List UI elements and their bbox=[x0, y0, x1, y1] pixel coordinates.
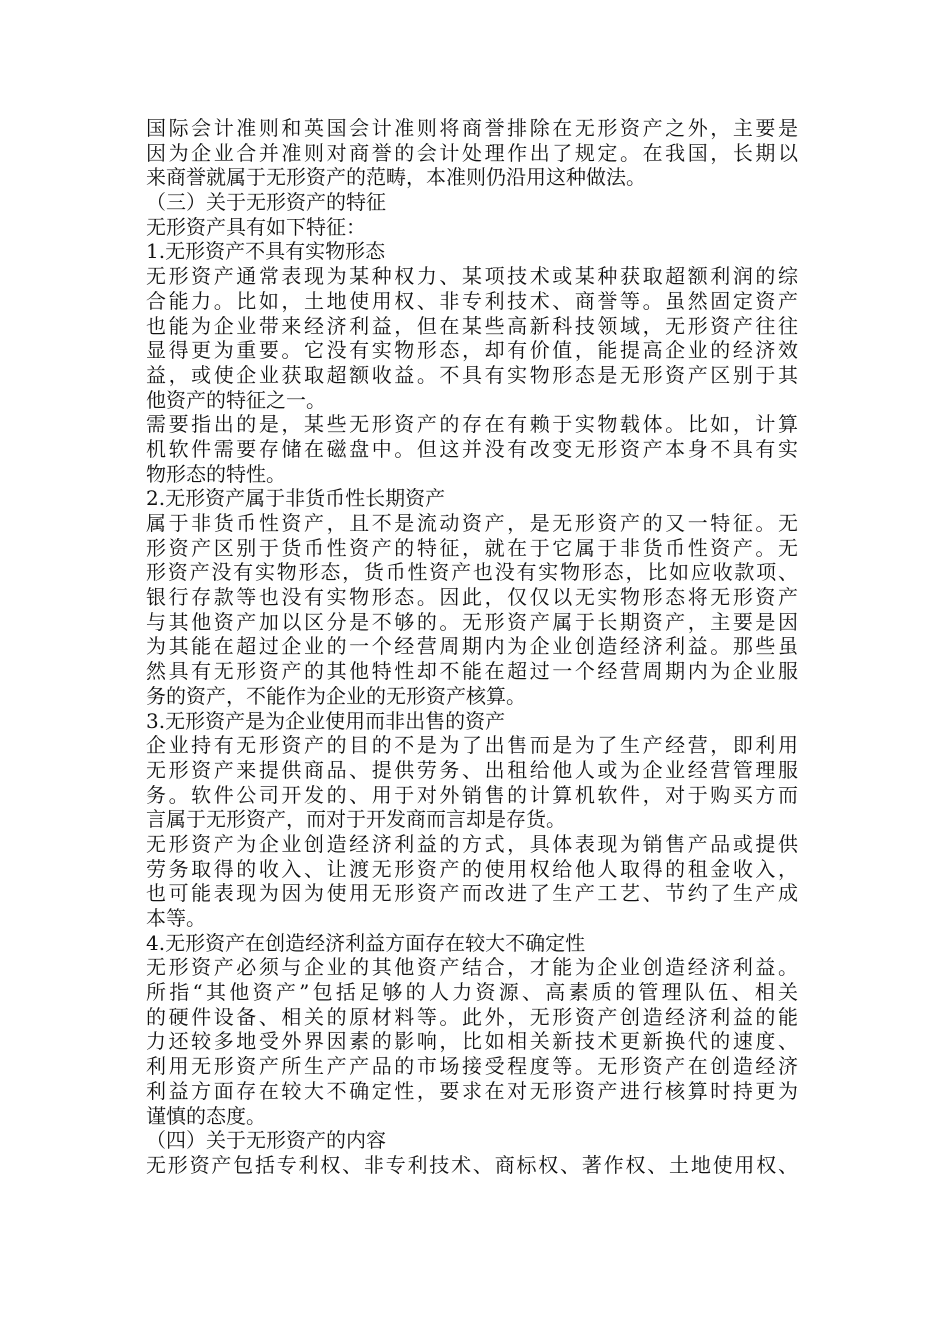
subsection-heading: 3.无形资产是为企业使用而非出售的资产 bbox=[146, 708, 506, 733]
text-line: 显得更为重要。它没有实物形态，却有价值，能提高企业的经济效 bbox=[146, 338, 798, 363]
text-line: 劳务取得的收入、让渡无形资产的使用权给他人取得的租金收入， bbox=[146, 856, 798, 881]
section-heading: （三）关于无形资产的特征 bbox=[146, 190, 386, 215]
text-line: 无形资产必须与企业的其他资产结合，才能为企业创造经济利益。 bbox=[146, 955, 798, 980]
text-line: 然具有无形资产的其他特性却不能在超过一个经营周期内为企业服 bbox=[146, 659, 798, 684]
text-line: 属于非货币性资产，且不是流动资产，是无形资产的又一特征。无 bbox=[146, 511, 798, 535]
text-line: 利益方面存在较大不确定性，要求在对无形资产进行核算时持更为 bbox=[146, 1078, 798, 1103]
subsection-heading: 2.无形资产属于非货币性长期资产 bbox=[146, 486, 446, 511]
document-page bbox=[146, 116, 798, 1178]
text-line: 无形资产具有如下特征： bbox=[146, 214, 366, 239]
text-line: 的硬件设备、相关的原材料等。此外，无形资产创造经济利益的能 bbox=[146, 1004, 798, 1029]
text-line: 物形态的特性。 bbox=[146, 461, 286, 486]
text-line: 银行存款等也没有实物形态。因此，仅仅以无实物形态将无形资产 bbox=[146, 585, 798, 610]
text-line: 无形资产包括专利权、非专利技术、商标权、著作权、土地使用权、 bbox=[146, 1152, 798, 1177]
text-line: 国际会计准则和英国会计准则将商誉排除在无形资产之外，主要是 bbox=[146, 116, 798, 140]
text-line: 形资产没有实物形态，货币性资产也没有实物形态，比如应收款项、 bbox=[146, 560, 798, 585]
text-line: 与其他资产加以区分是不够的。无形资产属于长期资产，主要是因 bbox=[146, 609, 798, 634]
text-line: 务。软件公司开发的、用于对外销售的计算机软件，对于购买方而 bbox=[146, 782, 798, 807]
text-line: 合能力。比如，土地使用权、非专利技术、商誉等。虽然固定资产 bbox=[146, 288, 798, 313]
section-heading: （四）关于无形资产的内容 bbox=[146, 1128, 386, 1153]
text-line: 也能为企业带来经济利益，但在某些高新科技领域，无形资产往往 bbox=[146, 313, 798, 338]
text-line: 本等。 bbox=[146, 906, 206, 930]
text-line: 机软件需要存储在磁盘中。但这并没有改变无形资产本身不具有实 bbox=[146, 436, 798, 461]
text-line: 需要指出的是，某些无形资产的存在有赖于实物载体。比如，计算 bbox=[146, 412, 798, 437]
text-line: 无形资产来提供商品、提供劳务、出租给他人或为企业经营管理服 bbox=[146, 757, 798, 782]
text-line: 益，或使企业获取超额收益。不具有实物形态是无形资产区别于其 bbox=[146, 362, 798, 387]
text-line: 形资产区别于货币性资产的特征，就在于它属于非货币性资产。无 bbox=[146, 535, 798, 560]
text-line: 务的资产，不能作为企业的无形资产核算。 bbox=[146, 683, 526, 708]
text-line: 也可能表现为因为使用无形资产而改进了生产工艺、节约了生产成 bbox=[146, 881, 798, 906]
text-line: 来商誉就属于无形资产的范畴，本准则仍沿用这种做法。 bbox=[146, 165, 646, 190]
text-line: 无形资产通常表现为某种权力、某项技术或某种获取超额利润的综 bbox=[146, 264, 798, 289]
subsection-heading: 1.无形资产不具有实物形态 bbox=[146, 239, 386, 264]
text-line: 为其能在超过企业的一个经营周期内为企业创造经济利益。那些虽 bbox=[146, 634, 798, 659]
text-line: 他资产的特征之一。 bbox=[146, 387, 326, 412]
text-line: 无形资产为企业创造经济利益的方式，具体表现为销售产品或提供 bbox=[146, 831, 798, 856]
subsection-heading: 4.无形资产在创造经济利益方面存在较大不确定性 bbox=[146, 930, 586, 955]
text-line: 企业持有无形资产的目的不是为了出售而是为了生产经营，即利用 bbox=[146, 733, 798, 758]
text-line: 因为企业合并准则对商誉的会计处理作出了规定。在我国，长期以 bbox=[146, 140, 798, 165]
text-line: 力还较多地受外界因素的影响，比如相关新技术更新换代的速度、 bbox=[146, 1029, 798, 1054]
text-line: 言属于无形资产，而对于开发商而言却是存货。 bbox=[146, 807, 566, 832]
text-line: 利用无形资产所生产产品的市场接受程度等。无形资产在创造经济 bbox=[146, 1054, 798, 1079]
text-line: 所指“其他资产”包括足够的人力资源、高素质的管理队伍、相关 bbox=[146, 980, 798, 1005]
text-line: 谨慎的态度。 bbox=[146, 1103, 266, 1128]
